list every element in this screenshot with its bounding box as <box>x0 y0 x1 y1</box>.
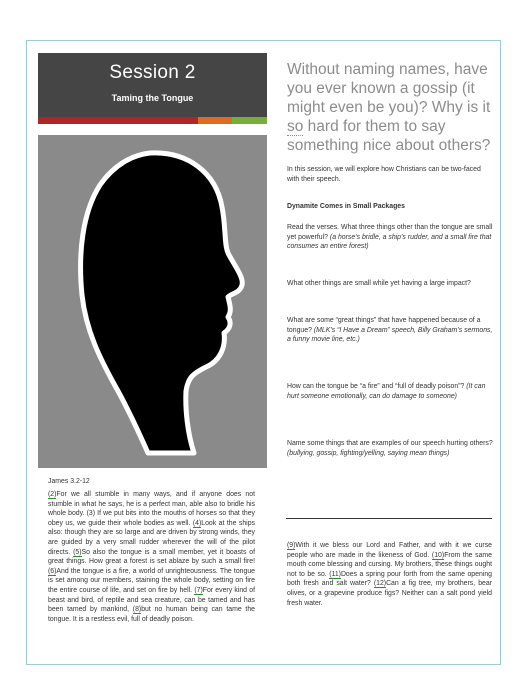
verse-text: Can a fig tree, my brothers, bear olives, or a grapevine produce figs? Neither can a salt pond yield fresh water. <box>287 580 492 607</box>
scripture-passage-right <box>287 541 492 608</box>
verse-text: but no human being can tame the tongue. It is a restless evil, full of deadly poison. <box>48 606 256 623</box>
verse-number: (10) <box>431 551 445 559</box>
verse-number: (3) <box>86 510 96 518</box>
question-text-2: hard for them to say something nice about others? <box>287 118 491 154</box>
question-2-text: What other things are small while yet having a large impact? <box>287 280 471 287</box>
verse-text: Does a spring pour forth from the same opening both fresh and salt water? <box>287 570 492 588</box>
verse-number: (11) <box>329 570 341 578</box>
accent-bar-orange <box>198 117 232 124</box>
session-subtitle: Taming the Tongue <box>111 93 194 103</box>
intro-paragraph: In this session, we will explore how Christians can be two-faced with their speech. <box>287 166 481 183</box>
verse-number: (8) <box>132 606 142 614</box>
session-header <box>38 53 267 117</box>
scripture-passage-left <box>48 490 255 624</box>
answer-divider <box>286 518 492 519</box>
question-1-answer: (a horse’s bridle, a ship’s rudder, and a small fire that consumes an entire forest) <box>287 233 492 251</box>
question-underlined-word: so <box>287 118 304 135</box>
verse-text: From the same mouth come blessing and cursing. My brothers, these things ought not to be so. <box>287 551 492 578</box>
question-1 <box>287 223 494 252</box>
verse-number: (4) <box>192 519 202 527</box>
section-heading: Dynamite Comes in Small Packages <box>287 203 405 210</box>
question-4 <box>287 382 494 401</box>
verse-number: (5) <box>73 548 82 556</box>
head-silhouette-image <box>38 135 267 468</box>
verse-text: And the tongue is a fire, a world of unrighteousness. The tongue is set among our members, staining the whole body, setting on fire the entire course of life, and set on fire by hell. <box>48 567 255 594</box>
verse-text: So also the tongue is a small member, yet it boasts of great things. How great a forest is set ablaze by such a small fire! <box>48 548 256 566</box>
verse-number: (7) <box>194 586 203 594</box>
question-text-1: Without naming names, have you ever known a gossip (it might even be you)? Why is it <box>287 61 491 116</box>
question-2 <box>287 279 494 289</box>
question-5-answer: (bullying, gossip, fighting/yelling, saying mean things) <box>287 449 450 457</box>
verse-text: With it we bless our Lord and Father, and with it we curse people who are made in the likeness of God. <box>287 542 492 559</box>
question-1-text: Read the verses. What three things other than the tongue are small yet powerful? <box>287 224 493 241</box>
verse-text: If we put bits into the mouths of horses so that they obey us, we guide their whole bodies as well. <box>48 510 255 527</box>
accent-bar-green <box>232 117 267 124</box>
session-title: Session 2 <box>109 62 196 83</box>
question-3-answer: (MLK’s “I Have a Dream” speech, Billy Graham’s sermons, a funny movie line, etc.) <box>287 326 493 344</box>
verse-number: (6) <box>48 567 57 575</box>
verse-number: (9) <box>287 542 296 549</box>
discussion-question <box>287 60 502 155</box>
verse-text: Look at the ships also: though they are so large and are driven by strong winds, they are guided by a very small rudder wherever the will of the pilot directs. <box>48 519 255 556</box>
question-5 <box>287 439 494 458</box>
silhouette-icon <box>38 135 267 468</box>
verse-text: For every kind of beast and bird, of reptile and sea creature, can be tamed and has been tamed by mankind, <box>48 586 255 614</box>
question-5-text: Name some things that are examples of our speech hurting others? <box>287 440 493 447</box>
question-3-text: What are some “great things” that have happened because of a tongue? <box>287 317 481 334</box>
verse-number: (2) <box>48 491 57 498</box>
scripture-reference: James 3.2-12 <box>48 478 90 485</box>
question-3 <box>287 316 494 345</box>
verse-number: (12) <box>373 580 387 588</box>
accent-bar-red <box>38 117 198 124</box>
question-4-text: How can the tongue be “a fire” and “full of deadly poison”? <box>287 383 467 390</box>
verse-text: For we all stumble in many ways, and if anyone does not stumble in what he says, he is a perfect man, able also to bridle his whole body. <box>48 491 255 518</box>
question-4-answer: (It can hurt someone emotionally, can do damage to someone) <box>287 383 486 400</box>
